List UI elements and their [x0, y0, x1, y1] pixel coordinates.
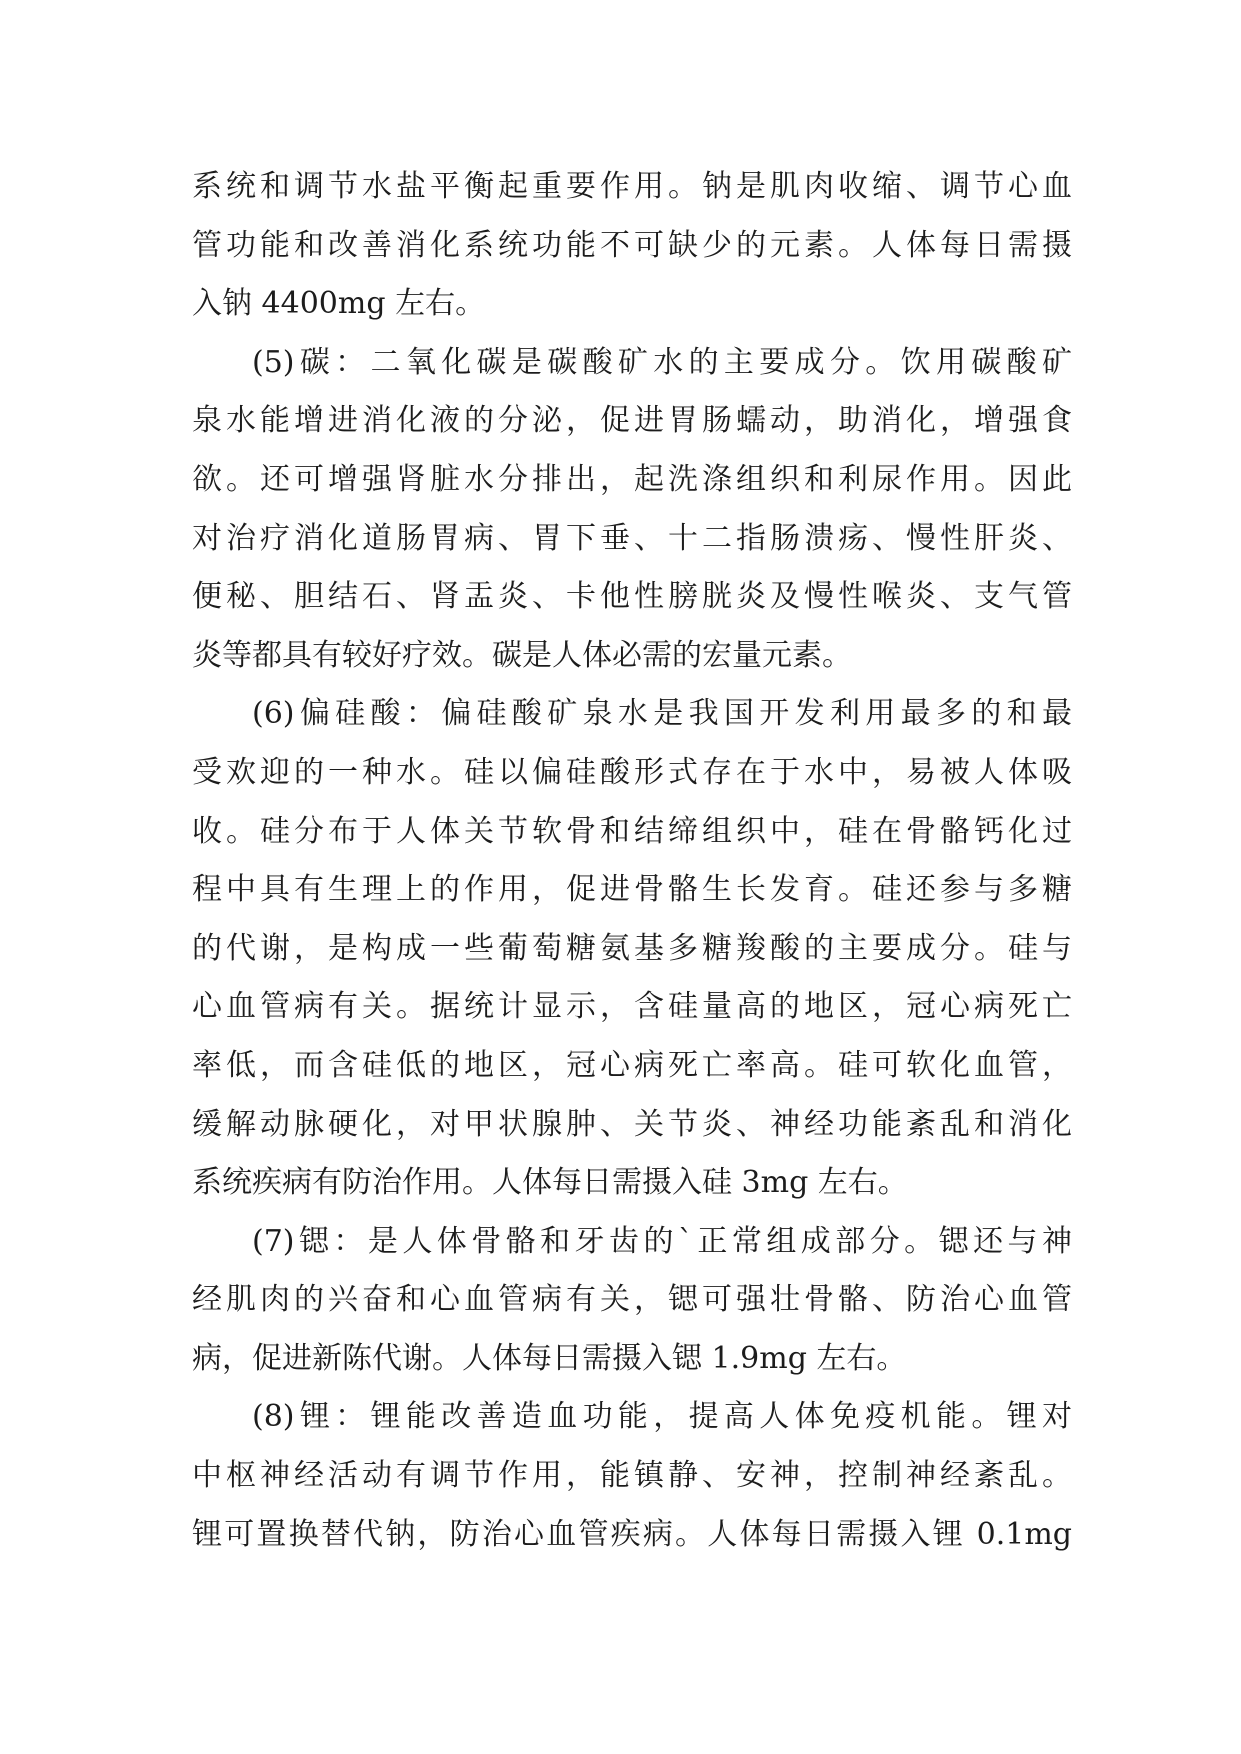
text-line: 缓解动脉硬化，对甲状腺肿、关节炎、神经功能紊乱和消化 [192, 1106, 1072, 1142]
text-line: 病，促进新陈代谢。人体每日需摄入锶 1.9mg 左右。 [192, 1340, 907, 1376]
text-line: 便秘、胆结石、肾盂炎、卡他性膀胱炎及慢性喉炎、支气管 [192, 579, 1072, 615]
text-line: 收。硅分布于人体关节软骨和结缔组织中，硅在骨骼钙化过 [192, 813, 1072, 849]
text-line: 入钠 4400mg 左右。 [192, 286, 486, 322]
text-line: 率低，而含硅低的地区，冠心病死亡率高。硅可软化血管， [192, 1047, 1072, 1083]
text-line: 中枢神经活动有调节作用，能镇静、安神，控制神经紊乱。 [192, 1458, 1072, 1494]
paragraph-first-line: (5)碳：二氧化碳是碳酸矿水的主要成分。饮用碳酸矿 [252, 344, 1072, 380]
body-text [192, 158, 1072, 1564]
text-line: 程中具有生理上的作用，促进骨骼生长发育。硅还参与多糖 [192, 872, 1072, 908]
text-line: 欲。还可增强肾脏水分排出，起洗涤组织和利尿作用。因此 [192, 461, 1072, 497]
text-line: 心血管病有关。据统计显示，含硅量高的地区，冠心病死亡 [192, 989, 1072, 1025]
text-line: 泉水能增进消化液的分泌，促进胃肠蠕动，助消化，增强食 [192, 403, 1072, 439]
text-line: 经肌肉的兴奋和心血管病有关，锶可强壮骨骼、防治心血管 [192, 1282, 1072, 1318]
text-line: 管功能和改善消化系统功能不可缺少的元素。人体每日需摄 [192, 227, 1072, 263]
text-line: 系统疾病有防治作用。人体每日需摄入硅 3mg 左右。 [192, 1165, 908, 1201]
text-line: 锂可置换替代钠，防治心血管疾病。人体每日需摄入锂 0.1mg [192, 1516, 1072, 1552]
paragraph-first-line: (8)锂：锂能改善造血功能，提高人体免疫机能。锂对 [252, 1399, 1072, 1435]
text-line: 炎等都具有较好疗效。碳是人体必需的宏量元素。 [192, 637, 852, 673]
paragraph-first-line: (6)偏硅酸：偏硅酸矿泉水是我国开发利用最多的和最 [252, 696, 1072, 732]
text-line: 系统和调节水盐平衡起重要作用。钠是肌肉收缩、调节心血 [192, 169, 1072, 204]
text-line: 的代谢，是构成一些葡萄糖氨基多糖羧酸的主要成分。硅与 [192, 930, 1072, 966]
text-line: 受欢迎的一种水。硅以偏硅酸形式存在于水中，易被人体吸 [192, 754, 1072, 790]
text-line: 对治疗消化道肠胃病、胃下垂、十二指肠溃疡、慢性肝炎、 [192, 520, 1072, 556]
paragraph-first-line: (7)锶：是人体骨骼和牙齿的`正常组成部分。锶还与神 [252, 1223, 1072, 1259]
